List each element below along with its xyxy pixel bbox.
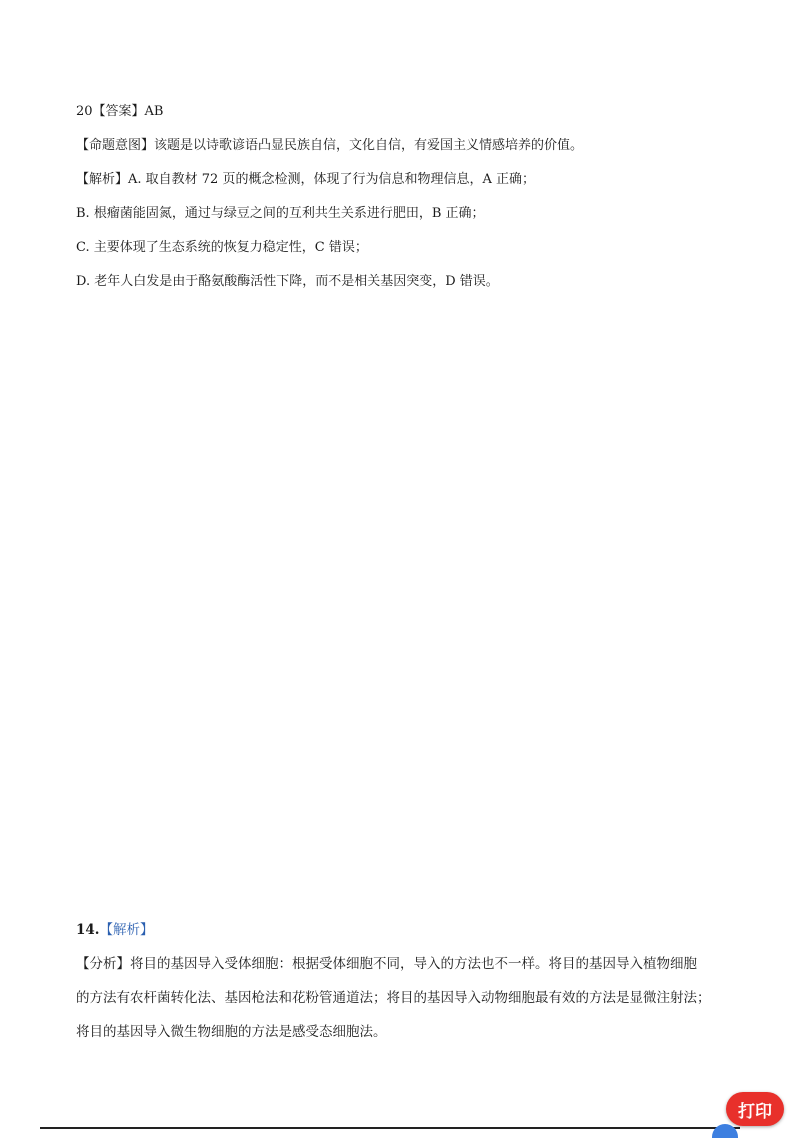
print-button[interactable]: 打印: [726, 1092, 784, 1126]
analysis-line-3: 将目的基因导入微生物细胞的方法是感受态细胞法。: [76, 1024, 387, 1040]
question-number: 14.: [76, 922, 100, 938]
analysis-d-line: D. 老年人白发是由于酪氨酸酶活性下降，而不是相关基因突变，D 错误。: [76, 274, 499, 289]
analysis-c-line: C. 主要体现了生态系统的恢复力稳定性，C 错误；: [76, 240, 368, 255]
analysis-a-line: 【解析】A. 取自教材 72 页的概念检测，体现了行为信息和物理信息，A 正确；: [76, 172, 535, 187]
analysis-tag: 【解析】: [99, 922, 154, 938]
section-14-analysis: [76, 922, 760, 1058]
intent-line: 【命题意图】该题是以诗歌谚语凸显民族自信，文化自信，有爱国主义情感培养的价值。: [76, 138, 584, 153]
answer-line: 20【答案】AB: [76, 104, 164, 119]
bottom-divider: [40, 1127, 740, 1129]
question-heading: [76, 922, 760, 938]
section-20-answer: [76, 104, 760, 308]
analysis-line-2: 的方法有农杆菌转化法、基因枪法和花粉管通道法；将目的基因导入动物细胞最有效的方法是显微注射法；: [76, 990, 711, 1006]
analysis-b-line: B. 根瘤菌能固氮，通过与绿豆之间的互利共生关系进行肥田，B 正确；: [76, 206, 485, 221]
analysis-line-1: 【分析】将目的基因导入受体细胞：根据受体细胞不同，导入的方法也不一样。将目的基因导入植物细胞: [76, 956, 697, 972]
